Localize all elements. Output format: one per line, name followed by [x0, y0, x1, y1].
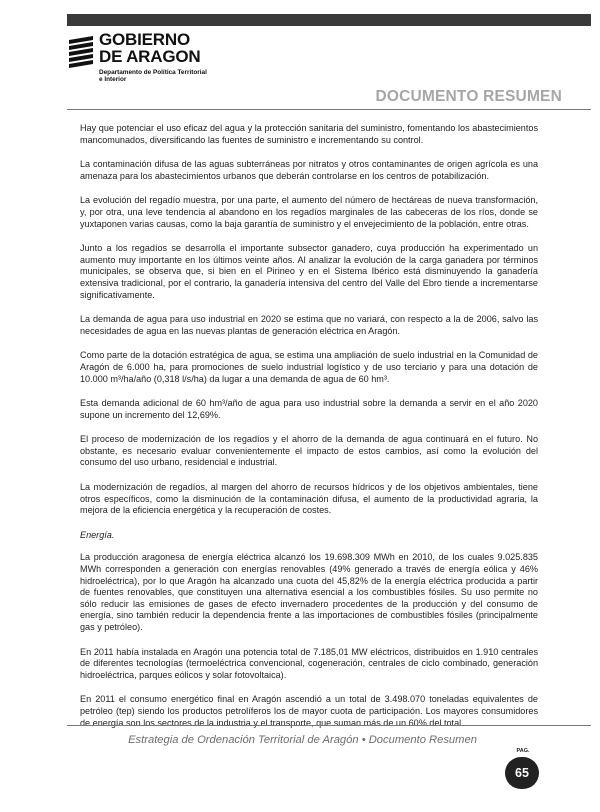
- gobierno-aragon-logo: [67, 31, 237, 91]
- page-number-badge: [505, 757, 539, 789]
- paragraph: Esta demanda adicional de 60 hm³/año de agua para uso industrial sobre la demanda a servir en el año 2020 supone un incremento del 12,69%.: [80, 398, 538, 420]
- paragraph: La modernización de regadíos, al margen del ahorro de recursos hídricos y de los objetivos ambientales, tiene otros específicos, como la disminución de la contaminación difusa, el aumento de la productividad agraria, la mejora de la eficiencia energética y la recuperación de costes.: [80, 482, 538, 516]
- logo-line1: GOBIERNO: [99, 30, 190, 49]
- paragraph: En 2011 el consumo energético final en Aragón ascendió a un total de 3.498.070 toneladas equivalentes de petróleo (tep) siendo los productos petrolíferos los de mayor cuota de participación. Los mayores consumidores de energía son los sectores de la industria y el transporte, que suman más de un 60% del total: [80, 694, 538, 728]
- paragraph: La demanda de agua para uso industrial en 2020 se estima que no variará, con respecto a la de 2006, salvo las necesidades de agua en las nuevas plantas de generación eléctrica en Aragón.: [80, 314, 538, 336]
- page-number: 65: [515, 766, 529, 780]
- paragraph: La producción aragonesa de energía eléctrica alcanzó los 19.698.309 MWh en 2010, de los cuales 9.025.835 MWh corresponden a generación con energías renovables (49% generado a través de energía eólica y 46% hidroeléctrica), por lo que Aragón ha alcanzado una cuota del 45,82% de la energía eléctrica producida a partir de fuentes renovables, que constituyen una alternativa esencial a los combustibles fósiles. Su uso permite no sólo reducir las emisiones de gases de efecto invernadero procedentes de la producción y del consumo de energía, sino también reducir la dependencia frente a las importaciones de combustibles fósiles (principalmente gas y petróleo).: [80, 552, 538, 632]
- paragraph: La evolución del regadío muestra, por una parte, el aumento del número de hectáreas de nueva transformación, y, por otra, una leve tendencia al abandono en los regadíos marginales de las cabeceras de los ríos, donde se yuxtaponen varias causas, como la baja garantía de suministro y el envejecimiento de la población, entre otras.: [80, 195, 538, 229]
- header-divider: [67, 109, 591, 110]
- section-title: DOCUMENTO RESUMEN: [375, 88, 562, 105]
- footer-text: Estrategia de Ordenación Territorial de Aragón • Documento Resumen: [128, 734, 477, 746]
- logo-line2: DE ARAGON: [99, 47, 201, 66]
- logo-subtitle: Departamento de Política Territorial e Interior: [99, 69, 207, 84]
- paragraph: Como parte de la dotación estratégica de agua, se estima una ampliación de suelo industrial en la Comunidad de Aragón de 6.000 ha, para promociones de suelo industrial logístico y de uso terciario y para una dotación de 10.000 m³/ha/año (0,318 l/s/ha) da lugar a una demanda de agua de 60 hm³.: [80, 350, 538, 384]
- footer-divider: [67, 725, 591, 726]
- paragraph: Hay que potenciar el uso eficaz del agua y la protección sanitaria del suministro, fomentando los abastecimientos mancomunados, diversificando las fuentes de suministro e incrementando su control.: [80, 123, 538, 145]
- page-label: PAG.: [516, 748, 530, 754]
- aragon-stripes-icon: [67, 34, 97, 74]
- document-body: [80, 123, 538, 742]
- section-heading: Energía.: [80, 529, 115, 540]
- paragraph: El proceso de modernización de los regadíos y el ahorro de la demanda de agua continuará en el futuro. No obstante, es necesario evaluar convenientemente el impacto de estos cambios, así como la evolución del consumo del uso urbano, residencial e industrial.: [80, 434, 538, 468]
- header-bar: [67, 14, 591, 26]
- paragraph: En 2011 había instalada en Aragón una potencia total de 7.185,01 MW eléctricos, distribuidos en 1.910 centrales de diferentes tecnologías (termoeléctrica convencional, cogeneración, centrales de ciclo combinado, generación hidroeléctrica, parques eólicos y solar fotovoltaica).: [80, 646, 538, 680]
- paragraph: Junto a los regadíos se desarrolla el importante subsector ganadero, cuya producción ha experimentado un aumento muy importante en los últimos veinte años. Al analizar la evolución de la carga ganadera por términos municipales, se observa que, si bien en el Pirineo y en el Sistema Ibérico está disminuyendo la ganadería extensiva tradicional, por el contrario, la ganadería intensiva del centro del Valle del Ebro tiende a incrementarse significativamente.: [80, 243, 538, 300]
- paragraph: La contaminación difusa de las aguas subterráneas por nitratos y otros contaminantes de origen agrícola es una amenaza para los abastecimientos urbanos que deberán controlarse en los centros de potabilización.: [80, 159, 538, 181]
